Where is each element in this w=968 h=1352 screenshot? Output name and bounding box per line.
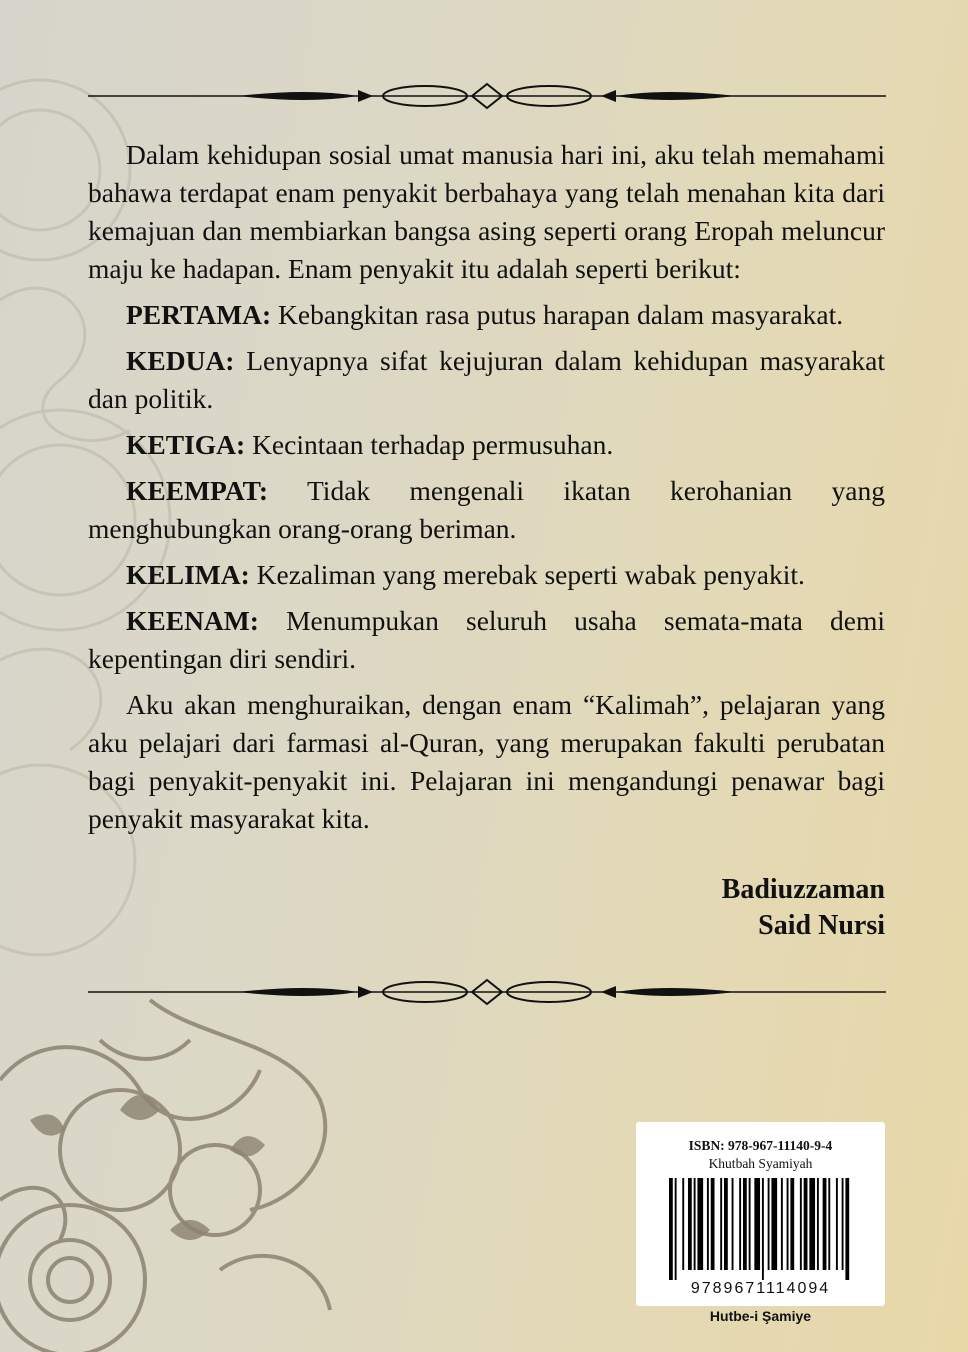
barcode-bar: [707, 1178, 709, 1270]
barcode-bar: [836, 1178, 838, 1270]
barcode-bar: [781, 1178, 783, 1270]
item-label: KEENAM:: [126, 605, 259, 636]
barcode-bar: [754, 1178, 760, 1270]
item-label: KEDUA:: [126, 345, 235, 376]
barcode-bar: [768, 1178, 770, 1270]
disease-item-first: [88, 296, 885, 334]
item-text: Menumpukan seluruh usaha semata-mata demi kepentingan diri sendiri.: [88, 605, 886, 674]
top-ornamental-divider: [88, 76, 886, 116]
barcode-bar: [823, 1178, 827, 1270]
item-text: Kezaliman yang merebak seperti wabak penyakit.: [256, 559, 805, 590]
author-name-line2: Said Nursi: [758, 910, 885, 941]
barcode-bar: [743, 1178, 747, 1270]
author-signature: [722, 872, 885, 944]
barcode-bar: [790, 1178, 794, 1270]
disease-item-sixth: [88, 602, 885, 678]
disease-item-third: [88, 426, 885, 464]
barcode-bar: [828, 1178, 830, 1270]
item-label: KEEMPAT:: [126, 475, 269, 506]
barcode-bar: [732, 1178, 734, 1270]
barcode-bar: [739, 1178, 741, 1270]
item-label: PERTAMA:: [126, 299, 272, 330]
item-label: KELIMA:: [126, 559, 250, 590]
barcode-bar: [711, 1178, 715, 1270]
barcode-bar: [697, 1178, 703, 1270]
disease-item-second: [88, 342, 885, 418]
barcode-bar: [724, 1178, 728, 1270]
barcode-bar: [749, 1178, 751, 1270]
barcode-bar: [809, 1178, 815, 1270]
item-text: Kebangkitan rasa putus harapan dalam masyarakat.: [278, 299, 844, 330]
item-label: KETIGA:: [126, 429, 246, 460]
barcode-bar: [817, 1178, 819, 1270]
main-text-body: [88, 136, 885, 838]
item-text: Tidak mengenali ikatan kerohanian yang menghubungkan orang-orang beriman.: [88, 475, 885, 544]
barcode-bar: [720, 1178, 722, 1270]
barcode-book-title: Khutbah Syamiyah: [708, 1156, 813, 1171]
barcode-bar: [845, 1178, 849, 1280]
intro-paragraph: Dalam kehidupan sosial umat manusia hari ini, aku telah memahami bahawa terdapat enam penyakit berbahaya yang telah menahan kita dari kemajuan dan membiarkan bangsa asing seperti orang Eropah meluncur maju ke hadapan. Enam penyakit itu adalah seperti berikut:: [88, 139, 885, 284]
isbn-barcode-panel: [636, 1122, 885, 1306]
disease-item-fourth: [88, 472, 885, 548]
bottom-ornamental-divider: [88, 972, 886, 1012]
barcode-bars: [669, 1178, 853, 1280]
barcode-bar: [688, 1178, 692, 1270]
barcode-bar: [682, 1178, 684, 1270]
barcode-bar: [669, 1178, 673, 1280]
barcode-bar: [804, 1178, 808, 1270]
barcode-bar: [771, 1178, 777, 1270]
barcode-bar: [762, 1178, 764, 1280]
barcode-bar: [842, 1178, 844, 1270]
barcode-bar: [675, 1178, 677, 1280]
barcode-digits: 9789671114094: [690, 1280, 831, 1297]
barcode-bar: [787, 1178, 789, 1270]
isbn-number: ISBN: 978-967-11140-9-4: [688, 1138, 833, 1153]
barcode-bar: [694, 1178, 696, 1270]
barcode-bar: [800, 1178, 802, 1270]
item-text: Lenyapnya sifat kejujuran dalam kehidupan masyarakat dan politik.: [88, 345, 885, 414]
closing-paragraph: Aku akan menghuraikan, dengan enam “Kalimah”, pelajaran yang aku pelajari dari farmasi al-Quran, yang merupakan fakulti perubatan bagi penyakit-penyakit ini. Pelajaran ini mengandungi penawar bagi penyakit masyarakat kita.: [88, 689, 885, 834]
item-text: Kecintaan terhadap permusuhan.: [252, 429, 614, 460]
original-title: Hutbe-i Şamiye: [709, 1308, 812, 1324]
disease-item-fifth: [88, 556, 885, 594]
author-name-line1: Badiuzzaman: [721, 874, 885, 905]
